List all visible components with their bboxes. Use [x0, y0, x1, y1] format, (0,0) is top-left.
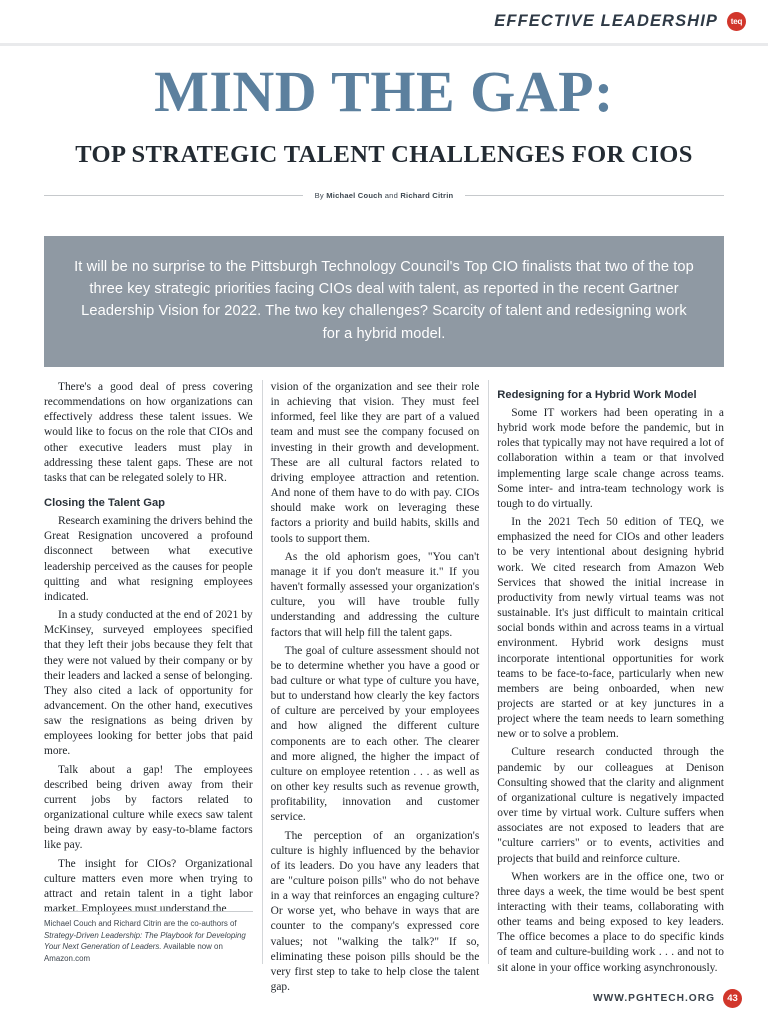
byline-connector: and: [384, 191, 399, 201]
page-title: MIND THE GAP:: [154, 59, 614, 124]
byline-rule-right: [465, 195, 724, 196]
body-paragraph: In the 2021 Tech 50 edition of TEQ, we emphasized the need for CIOs and other leaders to be very intentional about designing hybrid work. We cited research from Amazon Web Services that showed the initial increase in productivity from newly virtual teams was not sustainable. It's just difficult to maintain critical social bonds within and across teams in a virtual environment. Hybrid work designs must incorporate intentional opportunities for work teams to be face-to-face, particularly when new members are being onboarded, when new projects are started or at key junctures in a project where the team needs to learn something new or to solve a problem.: [497, 516, 724, 741]
header-section-title: EFFECTIVE LEADERSHIP: [494, 12, 718, 30]
body-paragraph: Research examining the drivers behind the Great Resignation uncovered a profound disconnect between what executive leadership perceived as the causes for people quitting and what resigning employees indicated.: [44, 515, 253, 603]
column-three: [497, 380, 724, 974]
author-bio-text-2: Available now on Amazon.com: [44, 942, 223, 963]
body-paragraph: In a study conducted at the end of 2021 by McKinsey, surveyed employees specified that they left their jobs because they felt that they were not valued by their company or by their leaders and lacked a sense of belonging. They also cited a lack of opportunity for advancement. On the other hand, executives saw the resignations as being driven by employees looking for better jobs that paid more.: [44, 609, 253, 758]
page-footer: [593, 989, 742, 1008]
body-paragraph: When workers are in the office one, two or three days a week, the time would be best spent interacting with their teams, collaborating with other teams and being exposed to key leaders. The office becomes a place to do specific kinds of team and culture-building work . . . and not to sit alone in your office working asynchronously.: [497, 870, 724, 974]
column-three-content: [497, 389, 724, 976]
article-subtitle: TOP STRATEGIC TALENT CHALLENGES FOR CIOS: [75, 141, 693, 169]
body-paragraph: The perception of an organization's culture is highly influenced by the behavior of its leaders. Do you have any leaders that are "culture poison pills" who do not behave in a way that reinforces an engaging culture? Or worse yet, who behave in ways that are counter to the company's expressed core values; not "walking the talk?" If so, eliminating these poison pills should be the very first step to take to help close the talent gap.: [270, 829, 480, 994]
page-header: [0, 0, 768, 46]
author-bio-text-1: Michael Couch and Richard Citrin are the co-authors of: [44, 919, 237, 929]
author-bio-book-title: Strategy-Driven Leadership: The Playbook for Developing Your Next Generation of Leaders.: [44, 930, 246, 952]
byline-row: [44, 191, 724, 200]
article-body-columns: [44, 380, 724, 994]
column-one: [44, 380, 271, 964]
page-number-badge: 43: [723, 989, 742, 1008]
byline-rule-left: [44, 195, 303, 196]
author-bio-note: [44, 911, 253, 964]
article-title-block: [44, 59, 724, 201]
footer-website-url[interactable]: WWW.PGHTECH.ORG: [593, 993, 715, 1004]
column-one-content: [44, 380, 253, 917]
pull-quote: It will be no surprise to the Pittsburgh Technology Council's Top CIO finalists that two of the top three key strategic priorities facing CIOs deal with talent, as reported in the recent Gartner Leadership Vision for 2022. The two key challenges? Scarcity of talent and redesigning work for a hybrid model.: [44, 236, 724, 367]
body-paragraph: There's a good deal of press covering recommendations on how organizations can effectively address these talent issues. We would like to focus on the role that CIOs and other executive leaders must play in addressing these talent gaps. These are not tasks that can be relegated solely to HR.: [44, 381, 253, 484]
teq-logo-badge: teq: [727, 12, 746, 31]
section-heading: Closing the Talent Gap: [44, 497, 165, 510]
section-heading: Redesigning for a Hybrid Work Model: [497, 389, 697, 401]
byline-author-one: Michael Couch: [326, 191, 383, 201]
body-paragraph: vision of the organization and see their role in achieving that vision. They must feel informed, feel like they are part of a valued team and must see the company focused on investing in their growth and development. These are all cultural factors related to driving employee attraction and retention. And none of them have to do with pay. CIOs should make work on leveraging these factors a priority and build habits, skills and tools to support them.: [270, 381, 480, 545]
byline-prefix: By: [314, 191, 324, 201]
body-paragraph: Some IT workers had been operating in a hybrid work mode before the pandemic, but in roles that typically may not have required a lot of collaboration within a team or that involved implementing large scale change across teams. Some inter- and intra-team technology work is tough to do virtually.: [497, 407, 724, 510]
column-divider: [262, 380, 263, 964]
byline: [303, 191, 466, 200]
byline-author-two: Richard Citrin: [400, 191, 454, 201]
body-paragraph: Culture research conducted through the pandemic by our colleagues at Denison Consulting showed that the clarity and alignment of organizational culture is negatively impacted over time by virtual work. Culture suffers when associates are not exposed to leaders that are "culture carriers" or to events, activities and projects that build and reinforce culture.: [497, 746, 724, 865]
body-paragraph: Talk about a gap! The employees described being driven away from their current jobs by factors related to organizational culture while execs saw talent being drawn away by easy-to-blame factors like pay.: [44, 763, 253, 852]
body-paragraph: The insight for CIOs? Organizational culture matters even more when trying to attract and retain talent in a tight labor market. Employees must understand the: [44, 857, 253, 915]
column-divider: [488, 380, 489, 964]
column-two: [270, 380, 498, 994]
body-paragraph: The goal of culture assessment should not be to determine whether you have a good or bad culture or what type of culture you have, but to understand how clearly the key factors of culture are perceived by your employees and how aligned the different culture components are to each other. The clearer and more aligned, the higher the impact of culture on employee retention . . . as well as on other key results such as revenue growth, profitability, innovation and customer service.: [270, 644, 480, 824]
body-paragraph: As the old aphorism goes, "You can't manage it if you don't measure it." If you haven't formally assessed your organization's culture, you will have trouble fully understanding and addressing the culture factors that will help fill the talent gaps.: [270, 550, 480, 639]
column-two-content: [271, 380, 480, 995]
